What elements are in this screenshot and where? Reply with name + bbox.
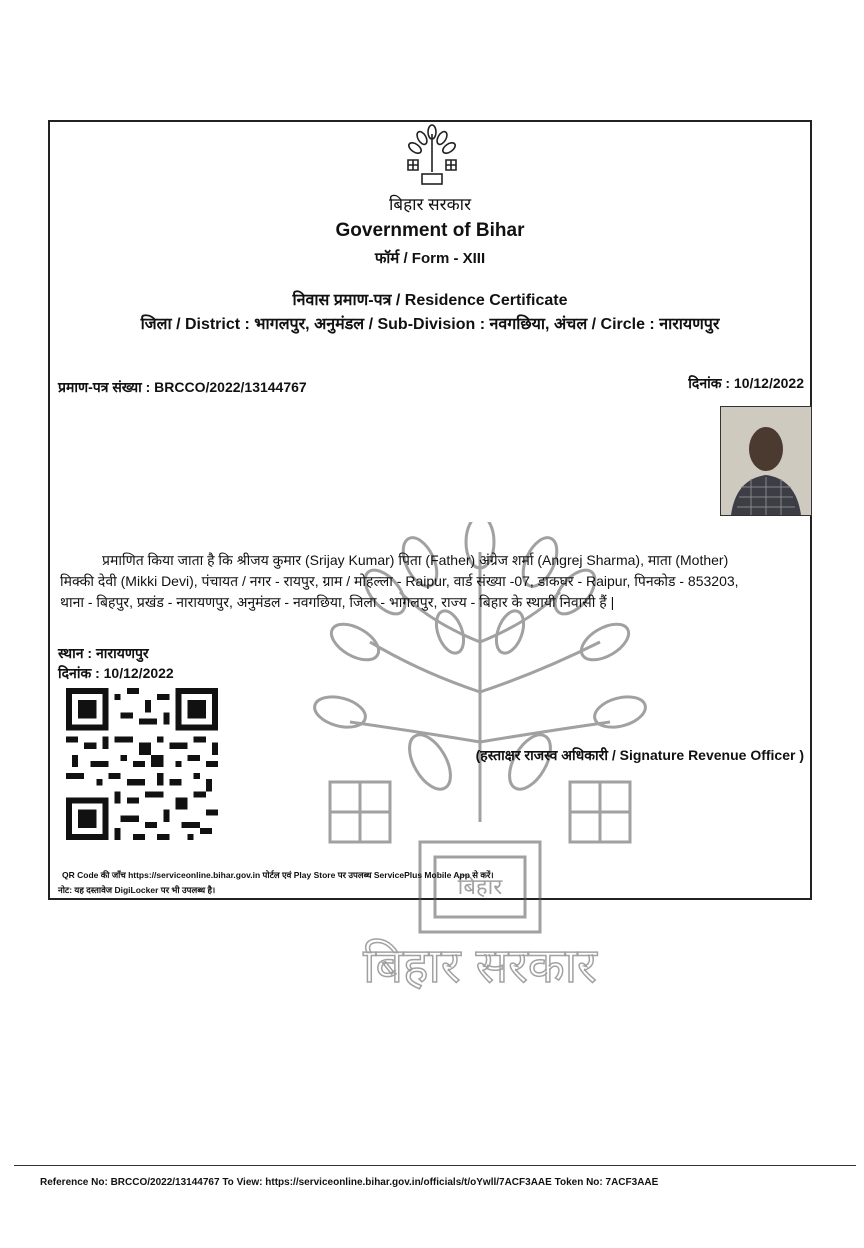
footer-divider (14, 1165, 856, 1166)
government-title: Government of Bihar (335, 220, 525, 241)
issue-place: स्थान : नारायणपुर (58, 645, 149, 661)
watermark-text: बिहार सरकार (363, 938, 597, 994)
form-number: फॉर्म / Form - XIII (374, 250, 486, 267)
qr-verification-note: QR Code की जाँच https://serviceonline.bihar.gov.in पोर्टल एवं Play Store पर उपलब्ध ServicePlus Mobile App से करें। (62, 870, 494, 880)
certificate-frame (48, 120, 812, 994)
certificate-date: दिनांक : 10/12/2022 (688, 375, 804, 391)
qr-code[interactable] (66, 688, 218, 840)
digilocker-note: नोट: यह दस्तावेज DigiLocker पर भी उपलब्ध है। (58, 885, 216, 895)
bihar-emblem-logo (400, 124, 464, 194)
state-name-hindi: बिहार सरकार (388, 195, 472, 214)
certificate-title: निवास प्रमाण-पत्र / Residence Certificate (292, 292, 568, 309)
body-line-2: मिक्की देवी (Mikki Devi), पंचायत / नगर - रायपुर, ग्राम / मोहल्ला - Raipur, वार्ड संख्या -07, डाकघर - Raipur, पिनकोड - 853203, (60, 573, 739, 589)
certificate-body (60, 550, 810, 613)
issue-date: दिनांक : 10/12/2022 (58, 665, 174, 681)
reference-footer: Reference No: BRCCO/2022/13144767 To View: https://serviceonline.bihar.gov.in/officials/t/oYwll/7ACF3AAE Token No: 7ACF3AAE (40, 1177, 659, 1188)
body-line-3: थाना - बिहपुर, प्रखंड - नारायणपुर, अनुमंडल - नवगछिया, जिला - भागलपुर, राज्य - बिहार के स्थायी निवासी हैं | (60, 594, 615, 610)
applicant-photo (720, 406, 812, 516)
signature-label: (हस्ताक्षर राजस्व अधिकारी / Signature Revenue Officer ) (475, 747, 804, 763)
body-line-1: प्रमाणित किया जाता है कि श्रीजय कुमार (Srijay Kumar) पिता (Father) अंग्रेज शर्मा (Angrej Sharma), माता (Mother) (102, 552, 729, 568)
location-line: जिला / District : भागलपुर, अनुमंडल / Sub-Division : नवगछिया, अंचल / Circle : नारायणपुर (140, 316, 720, 333)
emblem-text: बिहार (457, 875, 503, 900)
certificate-number: प्रमाण-पत्र संख्या : BRCCO/2022/13144767 (58, 379, 307, 395)
